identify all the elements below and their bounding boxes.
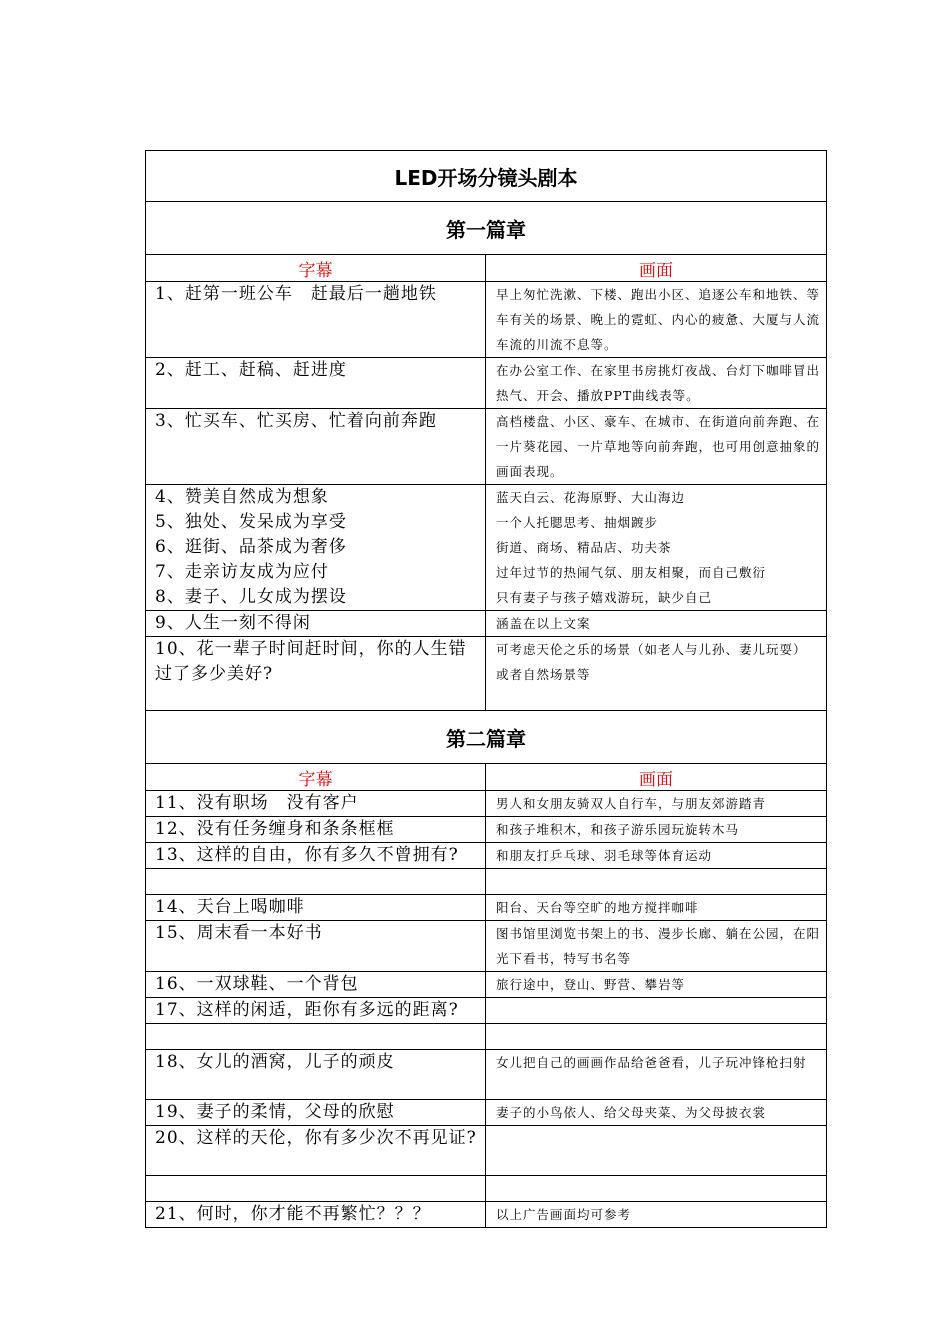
subtitle-cell [146,485,486,611]
scene-cell-line: 或者自然场景等 [496,667,591,682]
scene-cell-line: 以上广告画面均可参考 [496,1207,632,1222]
subtitle-cell-line: 5、独处、发呆成为享受 [155,512,347,532]
scene-cell [486,972,827,998]
table-row [146,1024,827,1050]
scene-cell [486,921,827,972]
subtitle-cell [146,1024,486,1050]
subtitle-cell-line: 3、忙买车、忙买房、忙着向前奔跑 [155,411,437,431]
scene-cell [486,998,827,1024]
column-header-subtitle: 字幕 [146,255,486,282]
scene-cell [486,895,827,921]
column-header-scene: 画面 [486,764,827,791]
scene-cell [486,282,827,358]
scene-cell-line: 和朋友打乒乓球、羽毛球等体育运动 [496,848,713,863]
table-row [146,1176,827,1202]
subtitle-cell [146,282,486,358]
table-row [146,409,827,485]
scene-cell-line: 过年过节的热闹气氛、朋友相聚，而自己敷衍 [496,565,767,580]
subtitle-cell [146,895,486,921]
scene-cell [486,1202,827,1228]
scene-cell-line: 只有妻子与孩子嬉戏游玩，缺少自己 [496,590,713,605]
scene-cell-line: 男人和女朋友骑双人自行车，与朋友郊游踏青 [496,796,767,811]
scene-cell-line: 高档楼盘、小区、豪车、在城市、在街道向前奔跑、在一片葵花园、一片草地等向前奔跑，也可用创意抽象的画面表现。 [496,414,821,479]
script-table [145,150,827,1228]
table-row [146,1100,827,1126]
subtitle-cell [146,637,486,711]
scene-cell [486,611,827,637]
subtitle-cell-line: 18、女儿的酒窝，儿子的顽皮 [155,1052,395,1072]
scene-cell-line: 妻子的小鸟依人、给父母夹菜、为父母披衣裳 [496,1105,767,1120]
scene-cell-line: 旅行途中，登山、野营、攀岩等 [496,977,686,992]
scene-cell-line: 女儿把自己的画画作品给爸爸看，儿子玩冲锋枪扫射 [496,1055,807,1070]
subtitle-cell-line: 14、天台上喝咖啡 [155,897,305,917]
subtitle-cell-line: 2、赶工、赶稿、赶进度 [155,360,347,380]
table-row [146,998,827,1024]
subtitle-cell-line: 4、赞美自然成为想象 [155,487,329,507]
scene-cell-line: 在办公室工作、在家里书房挑灯夜战、台灯下咖啡冒出热气、开会、播放PPT曲线表等。 [496,363,821,403]
subtitle-cell-line: 7、走亲访友成为应付 [155,562,329,582]
scene-cell [486,791,827,817]
table-row [146,1126,827,1176]
subtitle-cell-line: 21、何时，你才能不再繁忙？？？ [155,1204,431,1224]
scene-cell [486,409,827,485]
table-row [146,972,827,998]
subtitle-cell [146,1126,486,1176]
subtitle-cell-line: 15、周末看一本好书 [155,923,323,943]
scene-cell-line: 涵盖在以上文案 [496,616,591,631]
subtitle-cell [146,817,486,843]
table-row [146,817,827,843]
scene-cell [486,1050,827,1100]
scene-cell [486,843,827,869]
table-row [146,869,827,895]
column-header-subtitle: 字幕 [146,764,486,791]
subtitle-cell [146,1050,486,1100]
table-row [146,358,827,409]
scene-cell [486,817,827,843]
scene-cell-line: 一个人托腮思考、抽烟踱步 [496,515,659,530]
scene-cell [486,358,827,409]
scene-cell [486,637,827,711]
document-title: LED开场分镜头剧本 [146,151,827,202]
scene-cell [486,1126,827,1176]
subtitle-cell-line: 11、没有职场 没有客户 [155,793,359,813]
subtitle-cell [146,972,486,998]
scene-cell-line: 街道、商场、精品店、功夫茶 [496,540,672,555]
subtitle-cell [146,791,486,817]
table-row [146,791,827,817]
table-row [146,1202,827,1228]
subtitle-cell-line: 9、人生一刻不得闲 [155,613,311,633]
table-row [146,637,827,711]
subtitle-cell [146,409,486,485]
subtitle-cell-line: 16、一双球鞋、一个背包 [155,974,359,994]
chapter-heading: 第二篇章 [146,711,827,764]
scene-cell-line: 蓝天白云、花海原野、大山海边 [496,490,686,505]
scene-cell [486,1024,827,1050]
subtitle-cell [146,1176,486,1202]
scene-cell-line: 早上匆忙洗漱、下楼、跑出小区、追逐公车和地铁、等车有关的场景、晚上的霓虹、内心的疲惫、大厦与人流车流的川流不息等。 [496,287,821,352]
table-row [146,282,827,358]
subtitle-cell-line: 20、这样的天伦，你有多少次不再见证? [155,1128,477,1148]
subtitle-cell-line: 6、逛街、品茶成为奢侈 [155,537,347,557]
subtitle-cell [146,1100,486,1126]
subtitle-cell [146,611,486,637]
subtitle-cell-line: 13、这样的自由，你有多久不曾拥有? [155,845,459,865]
subtitle-cell-line: 10、花一辈子时间赶时间，你的人生错过了多少美好? [155,639,467,684]
scene-cell [486,1100,827,1126]
table-row [146,843,827,869]
table-row [146,895,827,921]
subtitle-cell [146,358,486,409]
table-row [146,611,827,637]
scene-cell-line: 可考虑天伦之乐的场景（如老人与儿孙、妻儿玩耍） [496,642,807,657]
scene-cell-line: 和孩子堆积木，和孩子游乐园玩旋转木马 [496,822,740,837]
table-row [146,921,827,972]
subtitle-cell-line: 19、妻子的柔情，父母的欣慰 [155,1102,395,1122]
subtitle-cell-line: 12、没有任务缠身和条条框框 [155,819,395,839]
column-header-scene: 画面 [486,255,827,282]
subtitle-cell [146,1202,486,1228]
scene-cell-line: 阳台、天台等空旷的地方搅拌咖啡 [496,900,699,915]
subtitle-cell-line: 1、赶第一班公车 赶最后一趟地铁 [155,284,437,304]
scene-cell [486,1176,827,1202]
subtitle-cell [146,921,486,972]
subtitle-cell-line: 8、妻子、儿女成为摆设 [155,587,347,607]
subtitle-cell-line: 17、这样的闲适，距你有多远的距离? [155,1000,459,1020]
subtitle-cell [146,843,486,869]
subtitle-cell [146,998,486,1024]
scene-cell-line: 图书馆里浏览书架上的书、漫步长廊、躺在公园，在阳光下看书，特写书名等 [496,926,821,966]
scene-cell [486,869,827,895]
table-row [146,485,827,611]
chapter-heading: 第一篇章 [146,202,827,255]
table-row [146,1050,827,1100]
scene-cell [486,485,827,611]
subtitle-cell [146,869,486,895]
